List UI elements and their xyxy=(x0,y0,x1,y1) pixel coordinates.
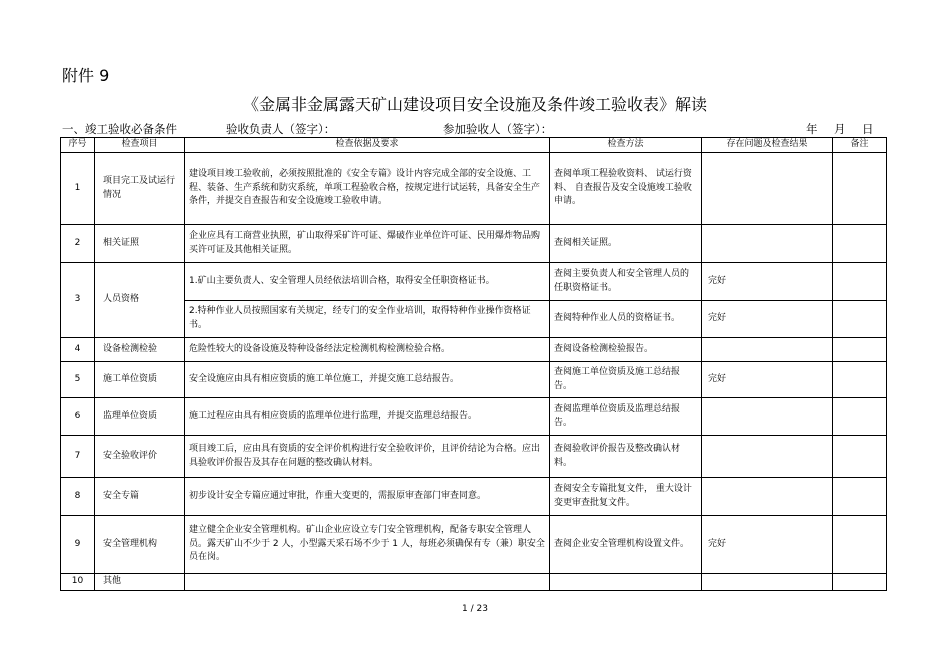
table-row xyxy=(61,398,887,436)
row-basis: 企业应具有工商营业执照，矿山取得采矿许可证、爆破作业单位许可证、民用爆炸物品购买许可证及其他相关证照。 xyxy=(185,225,550,263)
date-month-label: 月 xyxy=(834,122,846,136)
row-item: 安全验收评价 xyxy=(95,436,185,478)
page-number: 1 / 23 xyxy=(462,604,488,614)
row-item: 人员资格 xyxy=(95,263,185,338)
row-item: 项目完工及试运行情况 xyxy=(95,153,185,225)
row-basis: 施工过程应由具有相应资质的监理单位进行监理，并提交监理总结报告。 xyxy=(185,398,550,436)
row-item: 监理单位资质 xyxy=(95,398,185,436)
row-note xyxy=(833,301,887,338)
row-result: 完好 xyxy=(702,362,833,398)
table-header-row xyxy=(61,138,887,153)
row-number: 1 xyxy=(61,153,95,225)
row-method: 查阅安全专篇批复文件， 重大设计变更审查批复文件。 xyxy=(550,478,702,516)
row-method: 查阅特种作业人员的资格证书。 xyxy=(550,301,702,338)
row-note xyxy=(833,574,887,591)
document-title: 《金属非金属露天矿山建设项目安全设施及条件竣工验收表》解读 xyxy=(242,95,707,114)
row-basis: 安全设施应由具有相应资质的施工单位施工，并提交施工总结报告。 xyxy=(185,362,550,398)
row-method: 查阅单项工程验收资料、 试运行资料、 自查报告及安全设施竣工验收申请。 xyxy=(550,153,702,225)
header-result: 存在问题及检查结果 xyxy=(702,138,833,153)
row-method: 查阅相关证照。 xyxy=(550,225,702,263)
row-result: 完好 xyxy=(702,263,833,301)
row-result xyxy=(702,436,833,478)
row-method xyxy=(550,574,702,591)
row-item: 其他 xyxy=(95,574,185,591)
header-note: 备注 xyxy=(833,138,887,153)
row-number: 10 xyxy=(61,574,95,591)
row-note xyxy=(833,225,887,263)
row-note xyxy=(833,362,887,398)
row-number: 4 xyxy=(61,338,95,362)
row-result xyxy=(702,153,833,225)
row-note xyxy=(833,478,887,516)
row-note xyxy=(833,398,887,436)
header-method: 检查方法 xyxy=(550,138,702,153)
row-number: 5 xyxy=(61,362,95,398)
row-note xyxy=(833,153,887,225)
header-basis: 检查依据及要求 xyxy=(185,138,550,153)
table-row xyxy=(61,436,887,478)
row-number: 8 xyxy=(61,478,95,516)
row-note xyxy=(833,338,887,362)
row-item: 施工单位资质 xyxy=(95,362,185,398)
table-row xyxy=(61,301,887,338)
header-item: 检查项目 xyxy=(95,138,185,153)
table-row xyxy=(61,574,887,591)
table-row xyxy=(61,516,887,574)
table-row xyxy=(61,263,887,301)
row-number: 7 xyxy=(61,436,95,478)
row-basis: 初步设计安全专篇应通过审批，作重大变更的，需报原审查部门审查同意。 xyxy=(185,478,550,516)
row-method: 查阅监理单位资质及监理总结报告。 xyxy=(550,398,702,436)
date-day-label: 日 xyxy=(862,122,874,136)
participants-signature-label: 参加验收人（签字）： xyxy=(443,122,553,136)
row-note xyxy=(833,436,887,478)
row-number: 6 xyxy=(61,398,95,436)
row-number: 2 xyxy=(61,225,95,263)
row-method: 查阅企业安全管理机构设置文件。 xyxy=(550,516,702,574)
row-number: 9 xyxy=(61,516,95,574)
table-row xyxy=(61,338,887,362)
row-note xyxy=(833,263,887,301)
row-basis: 2.特种作业人员按照国家有关规定，经专门的安全作业培训，取得特种作业操作资格证书。 xyxy=(185,301,550,338)
section-heading: 一、竣工验收必备条件 xyxy=(62,122,177,136)
row-basis: 建设项目竣工验收前，必须按照批准的《安全专篇》设计内容完成全部的安全设施、工程、装备、生产系统和防灾系统，单项工程验收合格，按规定进行试运转，具备安全生产条件，并提交自查报告和安全设施竣工验收申请。 xyxy=(185,153,550,225)
row-note xyxy=(833,516,887,574)
attachment-label: 附件 9 xyxy=(62,66,110,85)
table-row xyxy=(61,153,887,225)
row-result xyxy=(702,478,833,516)
row-method: 查阅施工单位资质及施工总结报告。 xyxy=(550,362,702,398)
table-row xyxy=(61,478,887,516)
table-row xyxy=(61,362,887,398)
row-result xyxy=(702,338,833,362)
row-item: 安全专篇 xyxy=(95,478,185,516)
row-basis xyxy=(185,574,550,591)
date-year-label: 年 xyxy=(806,122,818,136)
row-method: 查阅主要负责人和安全管理人员的任职资格证书。 xyxy=(550,263,702,301)
row-item: 设备检测检验 xyxy=(95,338,185,362)
row-basis: 项目竣工后，应由具有资质的安全评价机构进行安全验收评价，且评价结论为合格。应出具验收评价报告及其存在问题的整改确认材料。 xyxy=(185,436,550,478)
row-result: 完好 xyxy=(702,301,833,338)
leader-signature-label: 验收负责人（签字）： xyxy=(226,122,336,136)
row-result xyxy=(702,398,833,436)
table-row xyxy=(61,225,887,263)
row-basis: 1.矿山主要负责人、安全管理人员经依法培训合格，取得安全任职资格证书。 xyxy=(185,263,550,301)
inspection-table xyxy=(60,137,887,591)
header-number: 序号 xyxy=(61,138,95,153)
row-result xyxy=(702,574,833,591)
row-result xyxy=(702,225,833,263)
row-item: 安全管理机构 xyxy=(95,516,185,574)
row-basis: 建立健全企业安全管理机构。矿山企业应设立专门安全管理机构，配备专职安全管理人员。露天矿山不少于 2 人，小型露天采石场不少于 1 人，每班必须确保有专（兼）职安全员在岗。 xyxy=(185,516,550,574)
row-result: 完好 xyxy=(702,516,833,574)
row-method: 查阅设备检测检验报告。 xyxy=(550,338,702,362)
row-basis: 危险性较大的设备设施及特种设备经法定检测机构检测检验合格。 xyxy=(185,338,550,362)
row-method: 查阅验收评价报告及整改确认材料。 xyxy=(550,436,702,478)
row-number: 3 xyxy=(61,263,95,338)
row-item: 相关证照 xyxy=(95,225,185,263)
